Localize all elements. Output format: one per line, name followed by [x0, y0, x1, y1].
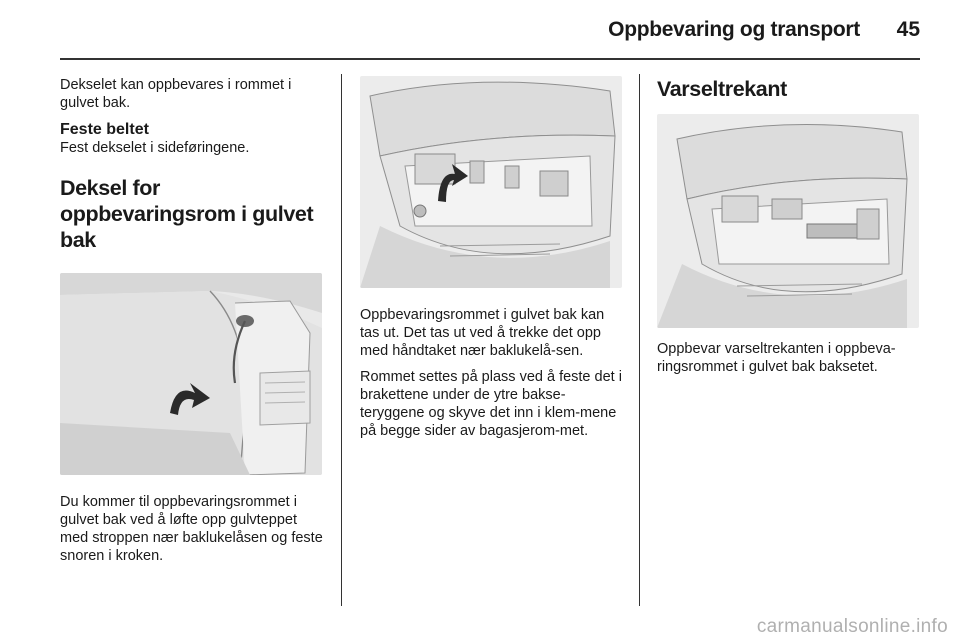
figure-storage-removal — [360, 76, 622, 288]
header-rule — [60, 58, 920, 60]
storage-text-1: Oppbevaringsrommet i gulvet bak kan tas ut. Det tas ut ved å trekke det opp med håndtaket nær baklukelå-sen. — [360, 307, 605, 359]
figure-floor-cover-lift — [60, 273, 322, 475]
sub-heading-feste-beltet: Feste beltet — [60, 121, 149, 138]
warning-triangle-text: Oppbevar varseltrekanten i oppbeva-ringsrommet i gulvet bak baksetet. — [657, 341, 896, 375]
watermark: carmanualsonline.info — [756, 616, 948, 637]
intro-text: Dekselet kan oppbevares i rommet i gulvet bak. — [60, 77, 292, 111]
page-number: 45 — [896, 18, 920, 41]
page-header-title: Oppbevaring og transport — [608, 18, 860, 41]
column-3 — [657, 76, 925, 384]
section-heading-deksel: Deksel for oppbevaringsrom i gulvet bak — [60, 176, 314, 252]
section-heading-varseltrekant: Varseltrekant — [657, 77, 787, 101]
storage-text-2: Rommet settes på plass ved å feste det i brakettene under de ytre bakse-teryggene og skyve det inn i klem-mene på begge sider av bagasjerom-met. — [360, 369, 622, 439]
sub-text: Fest dekselet i sideføringene. — [60, 140, 250, 156]
column-divider-1 — [341, 74, 342, 606]
column-2 — [360, 76, 626, 448]
column-1 — [60, 76, 326, 573]
column-divider-2 — [639, 74, 640, 606]
figure-warning-triangle — [657, 114, 919, 328]
figure-caption: Du kommer til oppbevaringsrommet i gulvet bak ved å løfte opp gulvteppet med stroppen nær baklukelåsen og feste snoren i kroken. — [60, 494, 323, 564]
